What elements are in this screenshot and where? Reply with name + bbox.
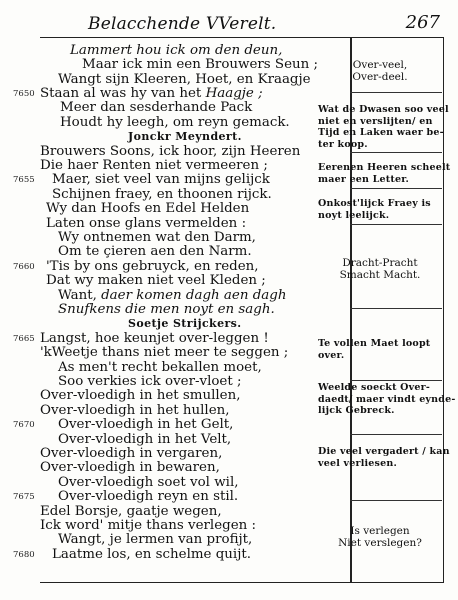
verse-line — [46, 201, 249, 217]
margin-note-line: Over-veel, — [352, 59, 408, 71]
verse-text: Over-vloedigh in het smullen, — [40, 388, 241, 403]
margin-note-line: Niet verslegen? — [338, 536, 422, 549]
verse-line — [82, 57, 318, 73]
verse-line — [128, 129, 242, 145]
note-separator — [350, 380, 442, 381]
margin-note — [318, 198, 442, 221]
note-separator — [350, 92, 442, 93]
margin-note-line: Wat de Dwasen soo veel — [318, 104, 449, 115]
verse-line — [52, 172, 270, 188]
verse-text: Wy dan Hoofs en Edel Helden — [46, 201, 250, 216]
margin-note — [318, 382, 456, 417]
verse-text: Dat wy maken niet veel Kleden ; — [46, 273, 266, 288]
verse-emphasis: Haagje ; — [205, 86, 263, 101]
verse-text: Maer, siet veel van mijns gelijck — [52, 172, 270, 187]
verse-line — [40, 460, 220, 476]
verse-text: As men't recht bekallen moet, — [58, 360, 262, 375]
margin-note-line: Smacht Macht. — [339, 268, 421, 281]
speaker-name: Jonckr Meyndert. — [128, 130, 242, 143]
verse-line — [52, 547, 251, 563]
margin-note-line: Over-deel. — [352, 70, 408, 83]
verse-text: Over-vloedigh in vergaren, — [40, 446, 223, 461]
note-separator — [350, 434, 442, 435]
margin-note-line: Tijd en Laken waer be- — [318, 127, 444, 138]
line-number: 7655 — [13, 175, 35, 185]
page-number: 267 — [405, 12, 440, 33]
margin-note — [318, 338, 442, 361]
margin-note — [318, 60, 442, 83]
verse-text: Meer dan sesderhande Pack — [60, 100, 253, 115]
line-number: 7675 — [13, 492, 35, 502]
margin-note-line: Die veel vergadert / kan — [318, 446, 450, 457]
verse-text: Brouwers Soons, ick hoor, zijn Heeren — [40, 144, 301, 159]
verse-text: Maar ick min een Brouwers Seun ; — [82, 57, 319, 72]
verse-text: Laten onse glans vermelden : — [46, 216, 247, 231]
verse-text: 'kWeetje thans niet meer te seggen ; — [40, 345, 289, 360]
verse-text: 'Tis by ons gebruyck, en reden, — [46, 259, 259, 274]
margin-note — [318, 446, 450, 469]
verse-text: Ick word' mitje thans verlegen : — [40, 518, 257, 533]
page-header — [0, 8, 458, 38]
margin-note-line: Te vollen Maet loopt — [318, 338, 431, 349]
note-separator — [350, 500, 442, 501]
note-separator — [350, 152, 442, 153]
line-number: 7650 — [13, 89, 35, 99]
margin-note — [318, 104, 449, 150]
verse-text: Laatme los, en schelme quijt. — [52, 547, 252, 562]
margin-note-line: ter koop. — [318, 138, 368, 150]
verse-text: Wangt sijn Kleeren, Hoet, en Kraagje — [58, 72, 311, 87]
verse-text: Over-vloedigh in het Gelt, — [58, 417, 234, 432]
verse-text: Wangt, je lermen van profijt, — [58, 532, 253, 547]
margin-note-line: over. — [318, 349, 345, 361]
line-number: 7665 — [13, 334, 35, 344]
verse-text: Om te çieren aen den Narm. — [58, 244, 252, 259]
verse-text: Want, — [58, 288, 102, 303]
line-number: 7660 — [13, 262, 35, 272]
margin-note — [318, 526, 442, 549]
margin-note-line: Eerenen Heeren scheelt — [318, 162, 451, 173]
verse-text: Over-vloedigh in bewaren, — [40, 460, 220, 475]
verse-text: Schijnen fraey, en thoonen rijck. — [52, 187, 272, 202]
verse-text: Over-vloedigh in het Velt, — [58, 432, 232, 447]
verse-text: Wy ontnemen wat den Darm, — [58, 230, 256, 245]
margin-note-line: Weelde soeckt Over- — [318, 382, 430, 393]
line-number: 7670 — [13, 420, 35, 430]
margin-note-line: noyt leelijck. — [318, 209, 390, 221]
margin-note-line: lijck Gebreck. — [318, 405, 395, 416]
verse-line — [40, 345, 288, 361]
margin-note-line: Dracht-Pracht — [342, 257, 418, 269]
verse-line — [58, 244, 252, 260]
speaker-name: Soetje Strijckers. — [128, 317, 242, 330]
verse-text: Over-vloedigh soet vol wil, — [58, 475, 239, 490]
running-head: Belacchende VVerelt. — [88, 14, 277, 34]
margin-note-line: niet en verslijten/ en — [318, 115, 433, 127]
verse-text: Edel Borsje, gaatje wegen, — [40, 504, 222, 519]
verse-line — [58, 532, 252, 548]
margin-note-line: maer een Letter. — [318, 173, 410, 185]
margin-note-line: Onkost'lijck Fraey is — [318, 198, 431, 209]
verse-text: Die haer Renten niet vermeeren ; — [40, 158, 268, 173]
verse-line — [128, 316, 241, 332]
note-separator — [350, 188, 442, 189]
verse-line — [58, 489, 238, 505]
margin-note-line: Is verlegen — [350, 525, 410, 537]
verse-text: Staan al was hy van het — [40, 86, 206, 101]
margin-note — [318, 258, 442, 281]
verse-text: Houdt hy leegh, om reyn gemack. — [60, 115, 290, 130]
verse-text: Lammert hou ick om den deun, — [70, 43, 283, 58]
note-separator — [350, 308, 442, 309]
verse-line — [60, 100, 252, 116]
verse-text: Snufkens die men noyt en sagh. — [58, 302, 275, 317]
verse-text: Langst, hoe keunjet over-leggen ! — [40, 331, 269, 346]
verse-line — [58, 417, 233, 433]
line-number: 7680 — [13, 550, 35, 560]
margin-note-line: daedt/ maer vindt eynde- — [318, 393, 456, 405]
margin-note-line: veel verliesen. — [318, 457, 397, 469]
verse-emphasis: daer komen dagh aen dagh — [101, 288, 287, 303]
note-separator — [350, 224, 442, 225]
verse-line — [46, 273, 266, 289]
verse-text: Over-vloedigh reyn en stil. — [58, 489, 239, 504]
margin-note — [318, 162, 451, 185]
verse-line — [40, 388, 240, 404]
verse-text: Soo verkies ick over-vloet ; — [58, 374, 242, 389]
verse-text: Over-vloedigh in het hullen, — [40, 403, 230, 418]
